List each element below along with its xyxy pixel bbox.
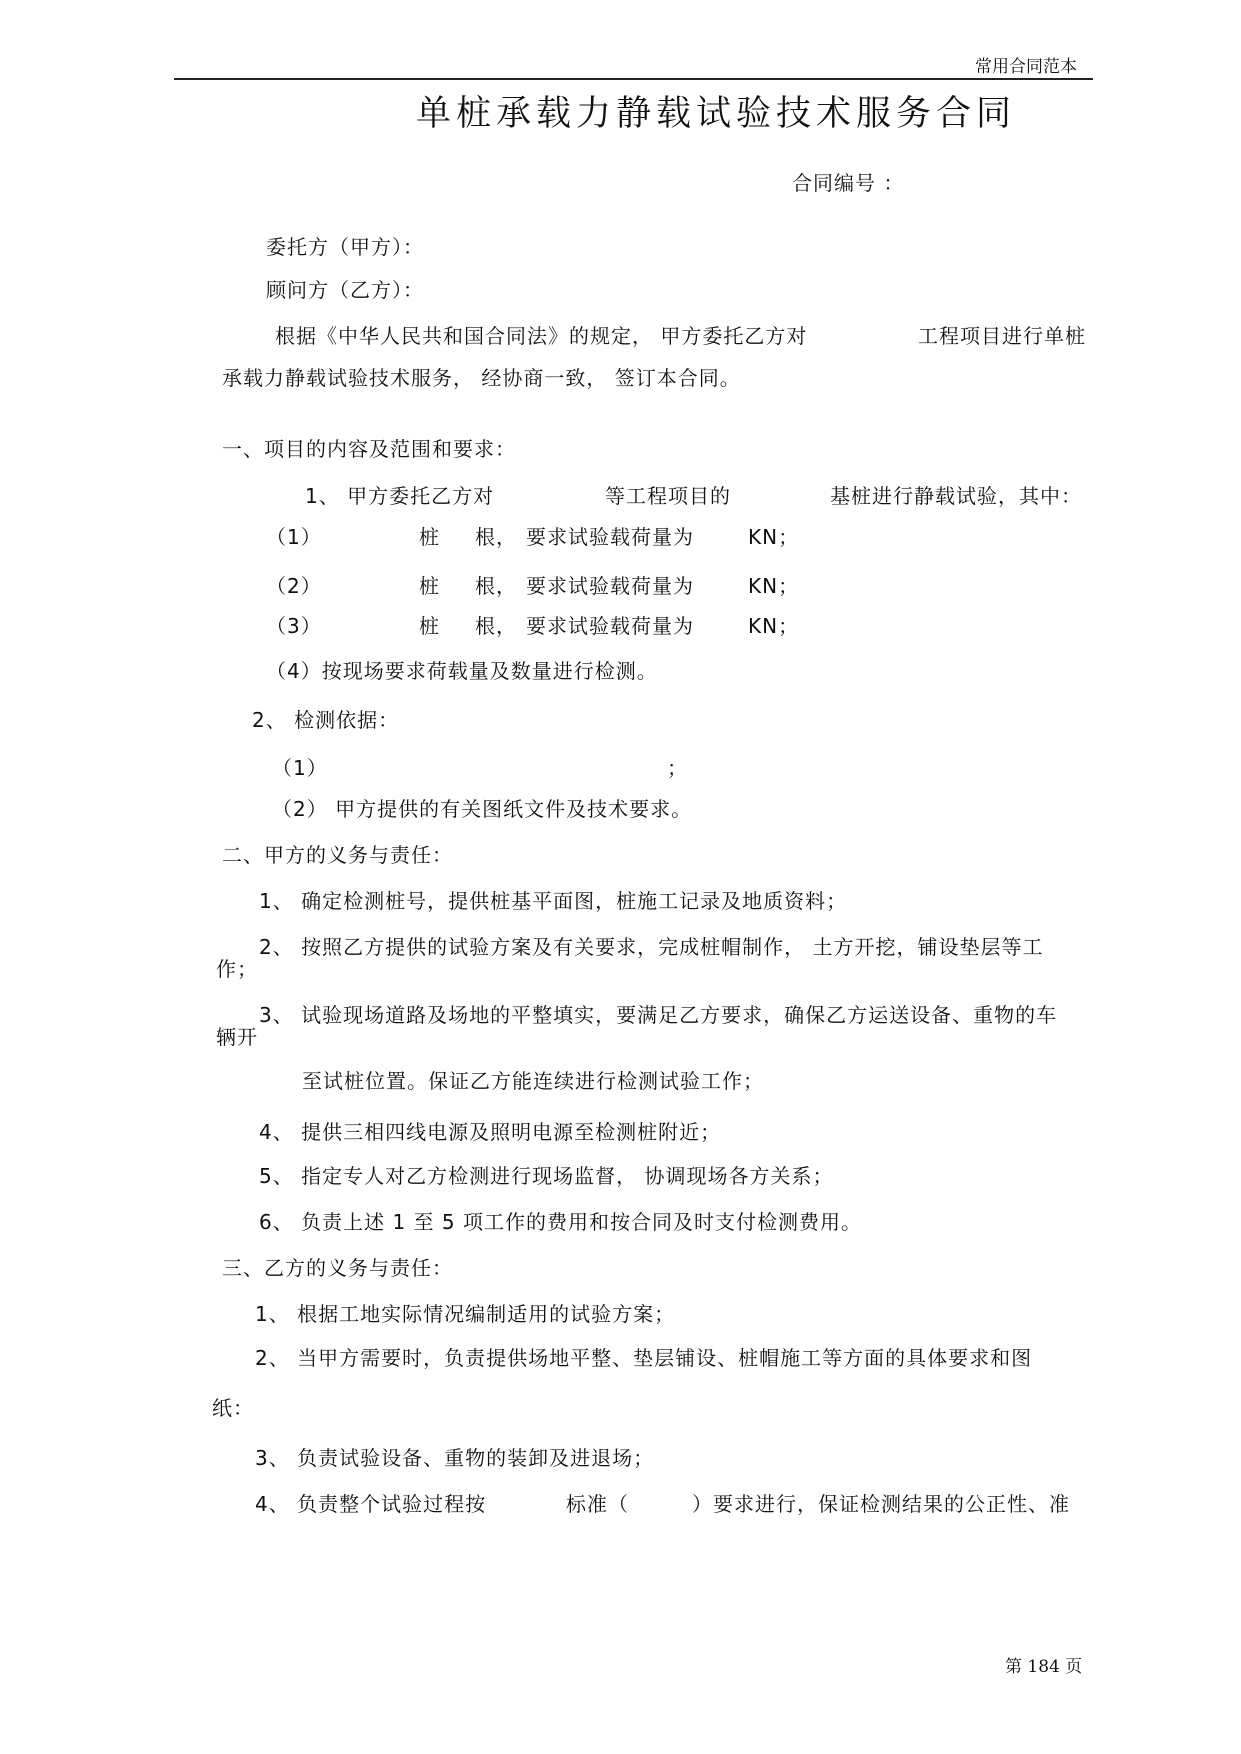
intro-text-line2: 承载力静载试验技术服务， 经协商一致， 签订本合同。 (222, 366, 741, 390)
sec3-item2-wrap: 纸： (212, 1396, 254, 1420)
sec2-item3-continuation: 至试桩位置。保证乙方能连续进行检测试验工作； (302, 1069, 764, 1093)
pile-count-label: 根， (475, 614, 517, 638)
sec3-item4-part-a: 4、 负责整个试验过程按 (255, 1492, 487, 1516)
sec1-item1-part-b: 等工程项目的 (605, 484, 731, 508)
sec2-item3: 3、 试验现场道路及场地的平整填实，要满足乙方要求，确保乙方运送设备、重物的车 (259, 1003, 1058, 1027)
pile-load-unit: KN； (748, 574, 800, 598)
sec3-item4-part-c: ）要求进行，保证检测结果的公正性、准 (692, 1492, 1070, 1516)
basis-item1-end: ； (667, 756, 688, 780)
detection-basis-heading: 2、 检测依据： (252, 708, 400, 732)
sec3-item1: 1、 根据工地实际情况编制适用的试验方案； (255, 1302, 676, 1326)
sec1-item1-part-c: 基桩进行静载试验，其中： (830, 484, 1082, 508)
pile-row-number: （2） (266, 574, 322, 598)
pile-label: 桩 (419, 525, 440, 549)
pile-row-number: （1） (266, 525, 322, 549)
pile-count-label: 根， (475, 525, 517, 549)
section-1-heading: 一、项目的内容及范围和要求： (222, 437, 516, 461)
header-divider (174, 78, 1093, 80)
sec3-item3: 3、 负责试验设备、重物的装卸及进退场； (255, 1446, 655, 1470)
intro-text-part1: 根据《中华人民共和国合同法》的规定， 甲方委托乙方对 (275, 324, 808, 348)
pile-load-requirement: 要求试验载荷量为 (526, 525, 694, 549)
sec2-item6: 6、 负责上述 1 至 5 项工作的费用和按合同及时支付检测费用。 (259, 1210, 862, 1234)
pile-row-number: （3） (266, 614, 322, 638)
sec2-item2-wrap: 作； (216, 957, 258, 981)
pile-count-label: 根， (475, 574, 517, 598)
pile-load-requirement: 要求试验载荷量为 (526, 574, 694, 598)
sec1-item4: （4）按现场要求荷载量及数量进行检测。 (266, 659, 658, 683)
sec2-item3-wrap: 辆开 (216, 1025, 258, 1049)
pile-label: 桩 (419, 614, 440, 638)
page-title: 单桩承载力静载试验技术服务合同 (416, 94, 1017, 134)
page-number: 第 184 页 (1005, 1657, 1083, 1677)
sec2-item4: 4、 提供三相四线电源及照明电源至检测桩附近； (259, 1120, 722, 1144)
intro-text-part2: 工程项目进行单桩 (918, 324, 1086, 348)
sec2-item2: 2、 按照乙方提供的试验方案及有关要求，完成桩帽制作， 土方开挖，铺设垫层等工 (259, 935, 1044, 959)
consultant-party-label: 顾问方（乙方）： (266, 278, 424, 302)
section-3-heading: 三、乙方的义务与责任： (222, 1256, 453, 1280)
pile-load-unit: KN； (748, 525, 800, 549)
pile-load-requirement: 要求试验载荷量为 (526, 614, 694, 638)
sec3-item4-part-b: 标准（ (566, 1492, 629, 1516)
header-label: 常用合同范本 (975, 57, 1077, 77)
sec3-item2: 2、 当甲方需要时，负责提供场地平整、垫层铺设、桩帽施工等方面的具体要求和图 (255, 1346, 1033, 1370)
sec2-item5: 5、 指定专人对乙方检测进行现场监督， 协调现场各方关系； (259, 1164, 834, 1188)
basis-item1-number: （1） (272, 756, 328, 780)
sec1-item1-part-a: 1、 甲方委托乙方对 (305, 484, 495, 508)
sec2-item1: 1、 确定检测桩号，提供桩基平面图，桩施工记录及地质资料； (259, 889, 848, 913)
contract-number-label: 合同编号 ： (792, 171, 905, 195)
section-2-heading: 二、甲方的义务与责任： (222, 843, 453, 867)
pile-load-unit: KN； (748, 614, 800, 638)
pile-label: 桩 (419, 574, 440, 598)
basis-item2: （2） 甲方提供的有关图纸文件及技术要求。 (272, 797, 693, 821)
client-party-label: 委托方（甲方）： (266, 235, 424, 259)
